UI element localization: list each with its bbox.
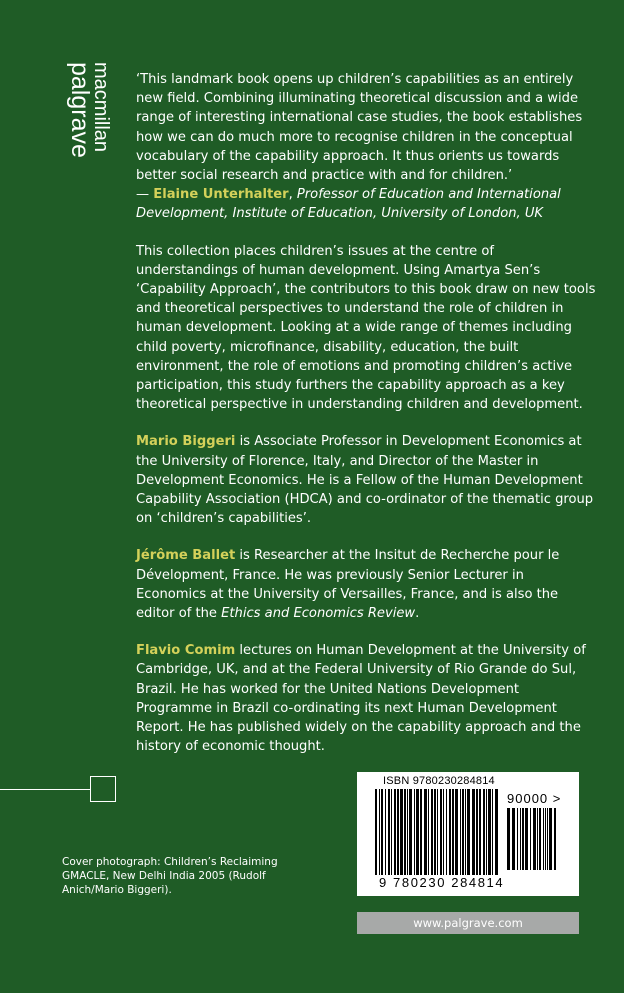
book-description: This collection places children’s issues at the centre of understandings of human development. Using Amartya Sen’s ‘Capability Approach’, the contributors to this book draw on new tools and theoretical perspectives to understand the role of children in human development. Looking at a wide range of themes including child poverty, microfinance, disability, education, the built environment, the role of emotions and promoting children’s active participation, this study furthers the capability approach as a key theoretical perspective in understanding children and development.: [136, 243, 596, 413]
photo-credit: Cover photograph: Children’s Reclaiming GMACLE, New Delhi India 2005 (Rudolf Anich/Mario Biggeri).: [62, 856, 278, 896]
author-name: Flavio Comim: [136, 643, 236, 659]
attribution-dash: —: [136, 187, 154, 203]
endorsement: [136, 70, 598, 224]
endorsement-quote: ‘This landmark book opens up children’s capabilities as an entirely new field. Combining illuminating theoretical discussion and a wide range of interesting international case studies, the book establishes how we can do much more to recognise children in the conceptual vocabulary of the capability approach. It thus orients us towards better social research and practice with and for children.’: [136, 72, 583, 184]
barcode-addon-bars-icon: [507, 808, 559, 870]
author-bio-biggeri: [136, 432, 598, 528]
journal-title: Ethics and Economics Review: [221, 606, 416, 622]
author-name: Jérôme Ballet: [136, 548, 236, 564]
barcode-bars-icon: [375, 789, 501, 875]
barcode-digits: 9 780230 284814: [379, 875, 505, 890]
attribution-separator: ,: [288, 187, 297, 203]
endorser-name: Elaine Unterhalter: [153, 187, 289, 203]
logo-palgrave: palgrave: [66, 62, 94, 158]
author-bio-end: .: [415, 606, 420, 622]
endorser-affiliation: Professor of Education and International Development, Institute of Education, University of London, UK: [136, 187, 561, 222]
author-bio: is Associate Professor in Development Economics at the University of Florence, Italy, and Director of the Master in Development Economics. He is a Fellow of the Human Development Capability Association (HDCA) and co-ordinator of the thematic group on ‘children’s capabilities’.: [136, 434, 594, 527]
author-bio: lectures on Human Development at the University of Cambridge, UK, and at the Federal University of Rio Grande do Sul, Brazil. He has worked for the United Nations Development Programme in Brazil co-ordinating its next Human Development Report. He has published widely on the capability approach and the history of economic thought.: [136, 643, 586, 755]
divider-line: [0, 789, 90, 790]
endorsement-attribution: [136, 185, 598, 223]
author-bio: is Researcher at the Insitut de Recherche pour le Dévelopment, France. He was previously Senior Lecturer in Economics at the University of Versailles, France, and is also the editor of the: [136, 548, 560, 622]
price-code: 90000 >: [507, 791, 562, 806]
author-bio-comim: [136, 641, 598, 756]
logo-macmillan: macmillan: [90, 62, 112, 153]
author-name: Mario Biggeri: [136, 434, 236, 450]
publisher-url[interactable]: www.palgrave.com: [357, 912, 579, 934]
back-cover-text: [136, 70, 598, 775]
isbn-barcode: [357, 772, 579, 896]
divider-square: [90, 776, 116, 802]
isbn-label: ISBN 9780230284814: [383, 775, 495, 787]
author-bio-ballet: [136, 546, 598, 623]
publisher-logo: [52, 62, 112, 202]
